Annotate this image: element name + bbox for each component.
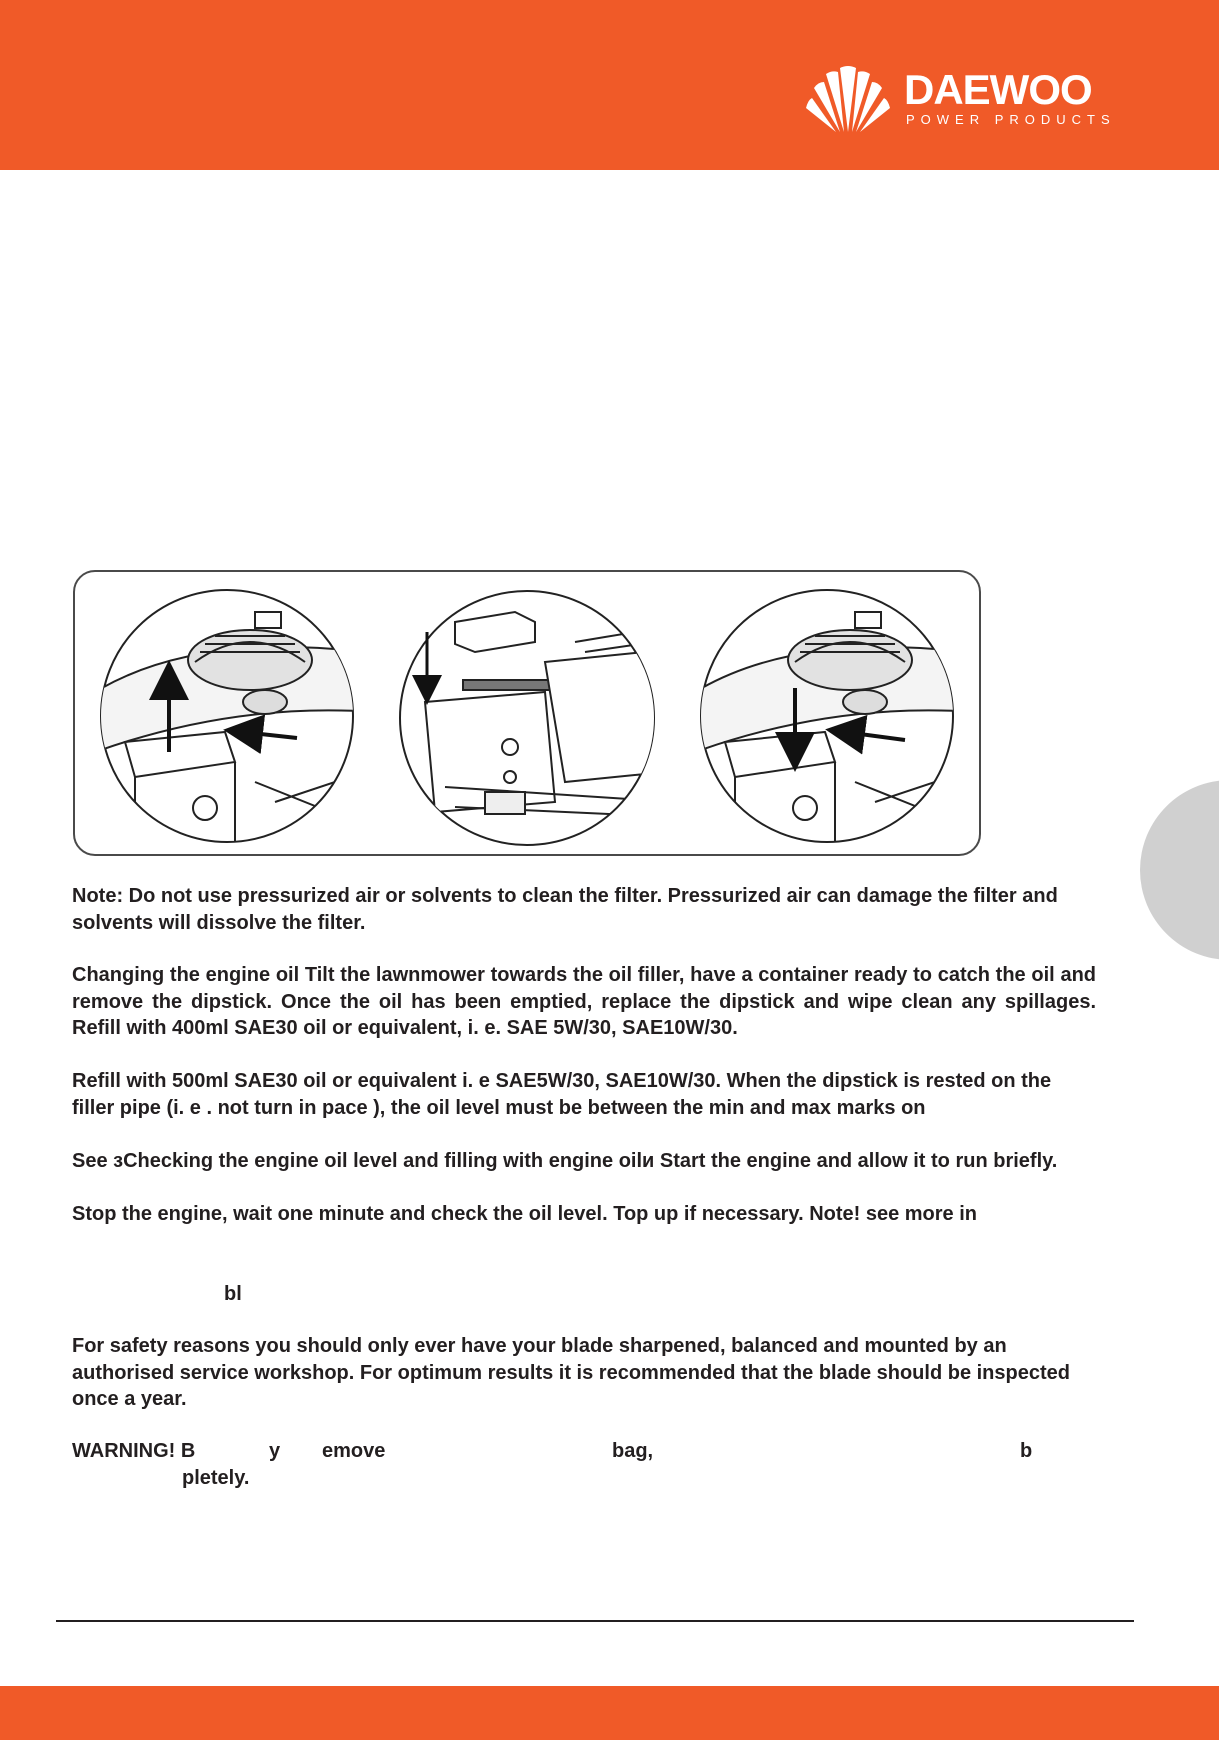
warning-fragment: emove — [322, 1440, 386, 1462]
warning-fragment: b — [1020, 1440, 1033, 1462]
safety-paragraph: For safety reasons you should only ever have your blade sharpened, balanced and mounted by an authorised service workshop. For optimum results it is recommended that the blade should be inspected once a year. — [72, 1335, 1070, 1410]
footer-divider — [56, 1620, 1134, 1622]
daewoo-logo — [804, 64, 1124, 134]
daewoo-fan-logo-icon — [804, 64, 892, 134]
air-filter-figure — [73, 570, 981, 856]
warning-fragment: pletely. — [182, 1467, 250, 1489]
warning-fragment: y — [269, 1440, 281, 1462]
warning-fragment: bag, — [612, 1440, 654, 1462]
illustration-cover-removal — [95, 590, 375, 842]
illustration-cover-refit — [695, 590, 975, 842]
illustration-filter-removal — [400, 591, 675, 845]
brand-tagline: POWER PRODUCTS — [906, 112, 1116, 127]
brand-name: DAEWOO — [904, 66, 1092, 113]
changing-oil-paragraph: Changing the engine oil Tilt the lawnmower towards the oil filler, have a container ready to catch the oil and remove the dipstick. Once the oil has been emptied, replace the dipstick and wipe clean any spillages. Refill with 400ml SAE30 oil or equivalent, i. e. SAE 5W/30, SAE10W/30. — [72, 964, 1096, 1039]
refill-paragraph: Refill with 500ml SAE30 oil or equivalent i. e SAE5W/30, SAE10W/30. When the dipstick is rested on the filler pipe (i. e . not turn in pace ), the oil level must be between the min and max marks on — [72, 1070, 1052, 1119]
see-checking-paragraph: See зChecking the engine oil level and filling with engine oilи Start the engine and allow it to run briefly. — [72, 1150, 1058, 1172]
stop-engine-paragraph: Stop the engine, wait one minute and check the oil level. Top up if necessary. Note! see more in — [72, 1203, 978, 1225]
blade-heading-fragment: bl — [224, 1283, 242, 1305]
section-tab — [1140, 780, 1219, 960]
footer-band — [0, 1686, 1219, 1740]
warning-fragment: WARNING! B — [72, 1440, 196, 1462]
note-paragraph: Note: Do not use pressurized air or solvents to clean the filter. Pressurized air can damage the filter and solvents will dissolve the filter. — [72, 885, 1058, 934]
